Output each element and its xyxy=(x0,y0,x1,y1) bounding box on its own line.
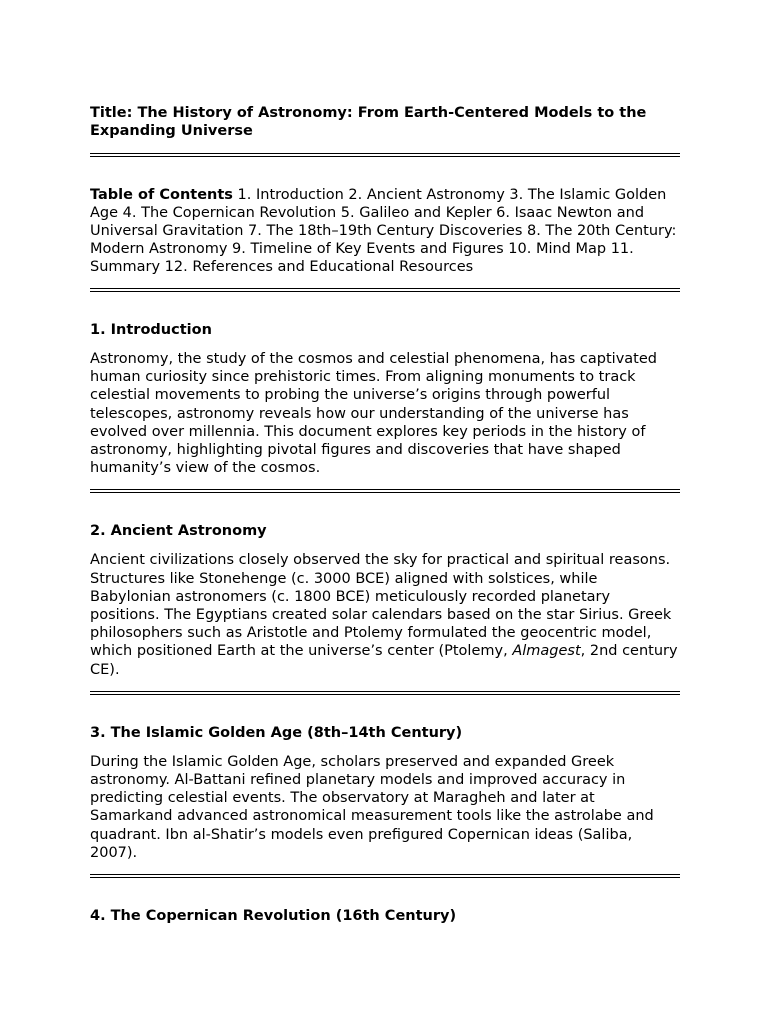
toc-entries: 1. Introduction 2. Ancient Astronomy 3. The Islamic Golden Age 4. The Copernican Revolution 5. Galileo and Kepler 6. Isaac Newton and Universal Gravitation 7. The 18th–19th Century Discoveries 8. The 20th Century: Modern Astronomy 9. Timeline of Key Events and Figures 10. Mind Map 11. Summary 12. References and Educational Resources xyxy=(90,187,677,275)
section-body: Astronomy, the study of the cosmos and celestial phenomena, has captivated human curiosity since prehistoric times. From aligning monuments to track celestial movements to probing the universe’s origins through powerful telescopes, astronomy reveals how our understanding of the universe has evolved over millennia. This document explores key periods in the history of astronomy, highlighting pivotal figures and discoveries that have shaped humanity’s view of the cosmos. xyxy=(90,351,657,477)
section-body: During the Islamic Golden Age, scholars preserved and expanded Greek astronomy. Al-Battani refined planetary models and improved accuracy in predicting celestial events. The observatory at Maragheh and later at Samarkand advanced astronomical measurement tools like the astrolabe and quadrant. Ibn al-Shatir’s models even prefigured Copernican ideas (Saliba, 2007). xyxy=(90,753,654,861)
section-heading: 3. The Islamic Golden Age (8th–14th Century) xyxy=(90,724,463,741)
body-text: , 2nd century CE). xyxy=(90,643,678,678)
italic-title: Almagest xyxy=(512,643,581,660)
divider xyxy=(90,288,680,292)
toc-label: Table of Contents xyxy=(90,187,233,203)
section-copernican-revolution xyxy=(90,907,680,925)
document-title: Title: The History of Astronomy: From Earth-Centered Models to the Expanding Universe xyxy=(90,105,647,139)
divider xyxy=(90,153,680,157)
body-text: Ancient civilizations closely observed the sky for practical and spiritual reasons. Structures like Stonehenge (c. 3000 BCE) aligned with solstices, while Babylonian astronomers (c. 1800 BCE) meticulously recorded planetary positions. The Egyptians created solar calendars based on the star Sirius. Greek philosophers such as Aristotle and Ptolemy formulated the geocentric model, which positioned Earth at the universe’s center (Ptolemy, xyxy=(90,552,672,660)
section-body xyxy=(90,551,680,678)
section-heading: 4. The Copernican Revolution (16th Century) xyxy=(90,908,457,925)
section-islamic-golden-age xyxy=(90,724,680,878)
section-introduction xyxy=(90,321,680,493)
section-heading: 2. Ancient Astronomy xyxy=(90,523,267,540)
divider xyxy=(90,874,680,878)
document-page xyxy=(90,104,680,925)
section-heading: 1. Introduction xyxy=(90,322,212,338)
divider xyxy=(90,489,680,493)
divider xyxy=(90,691,680,695)
section-ancient-astronomy xyxy=(90,522,680,694)
table-of-contents xyxy=(90,186,680,276)
